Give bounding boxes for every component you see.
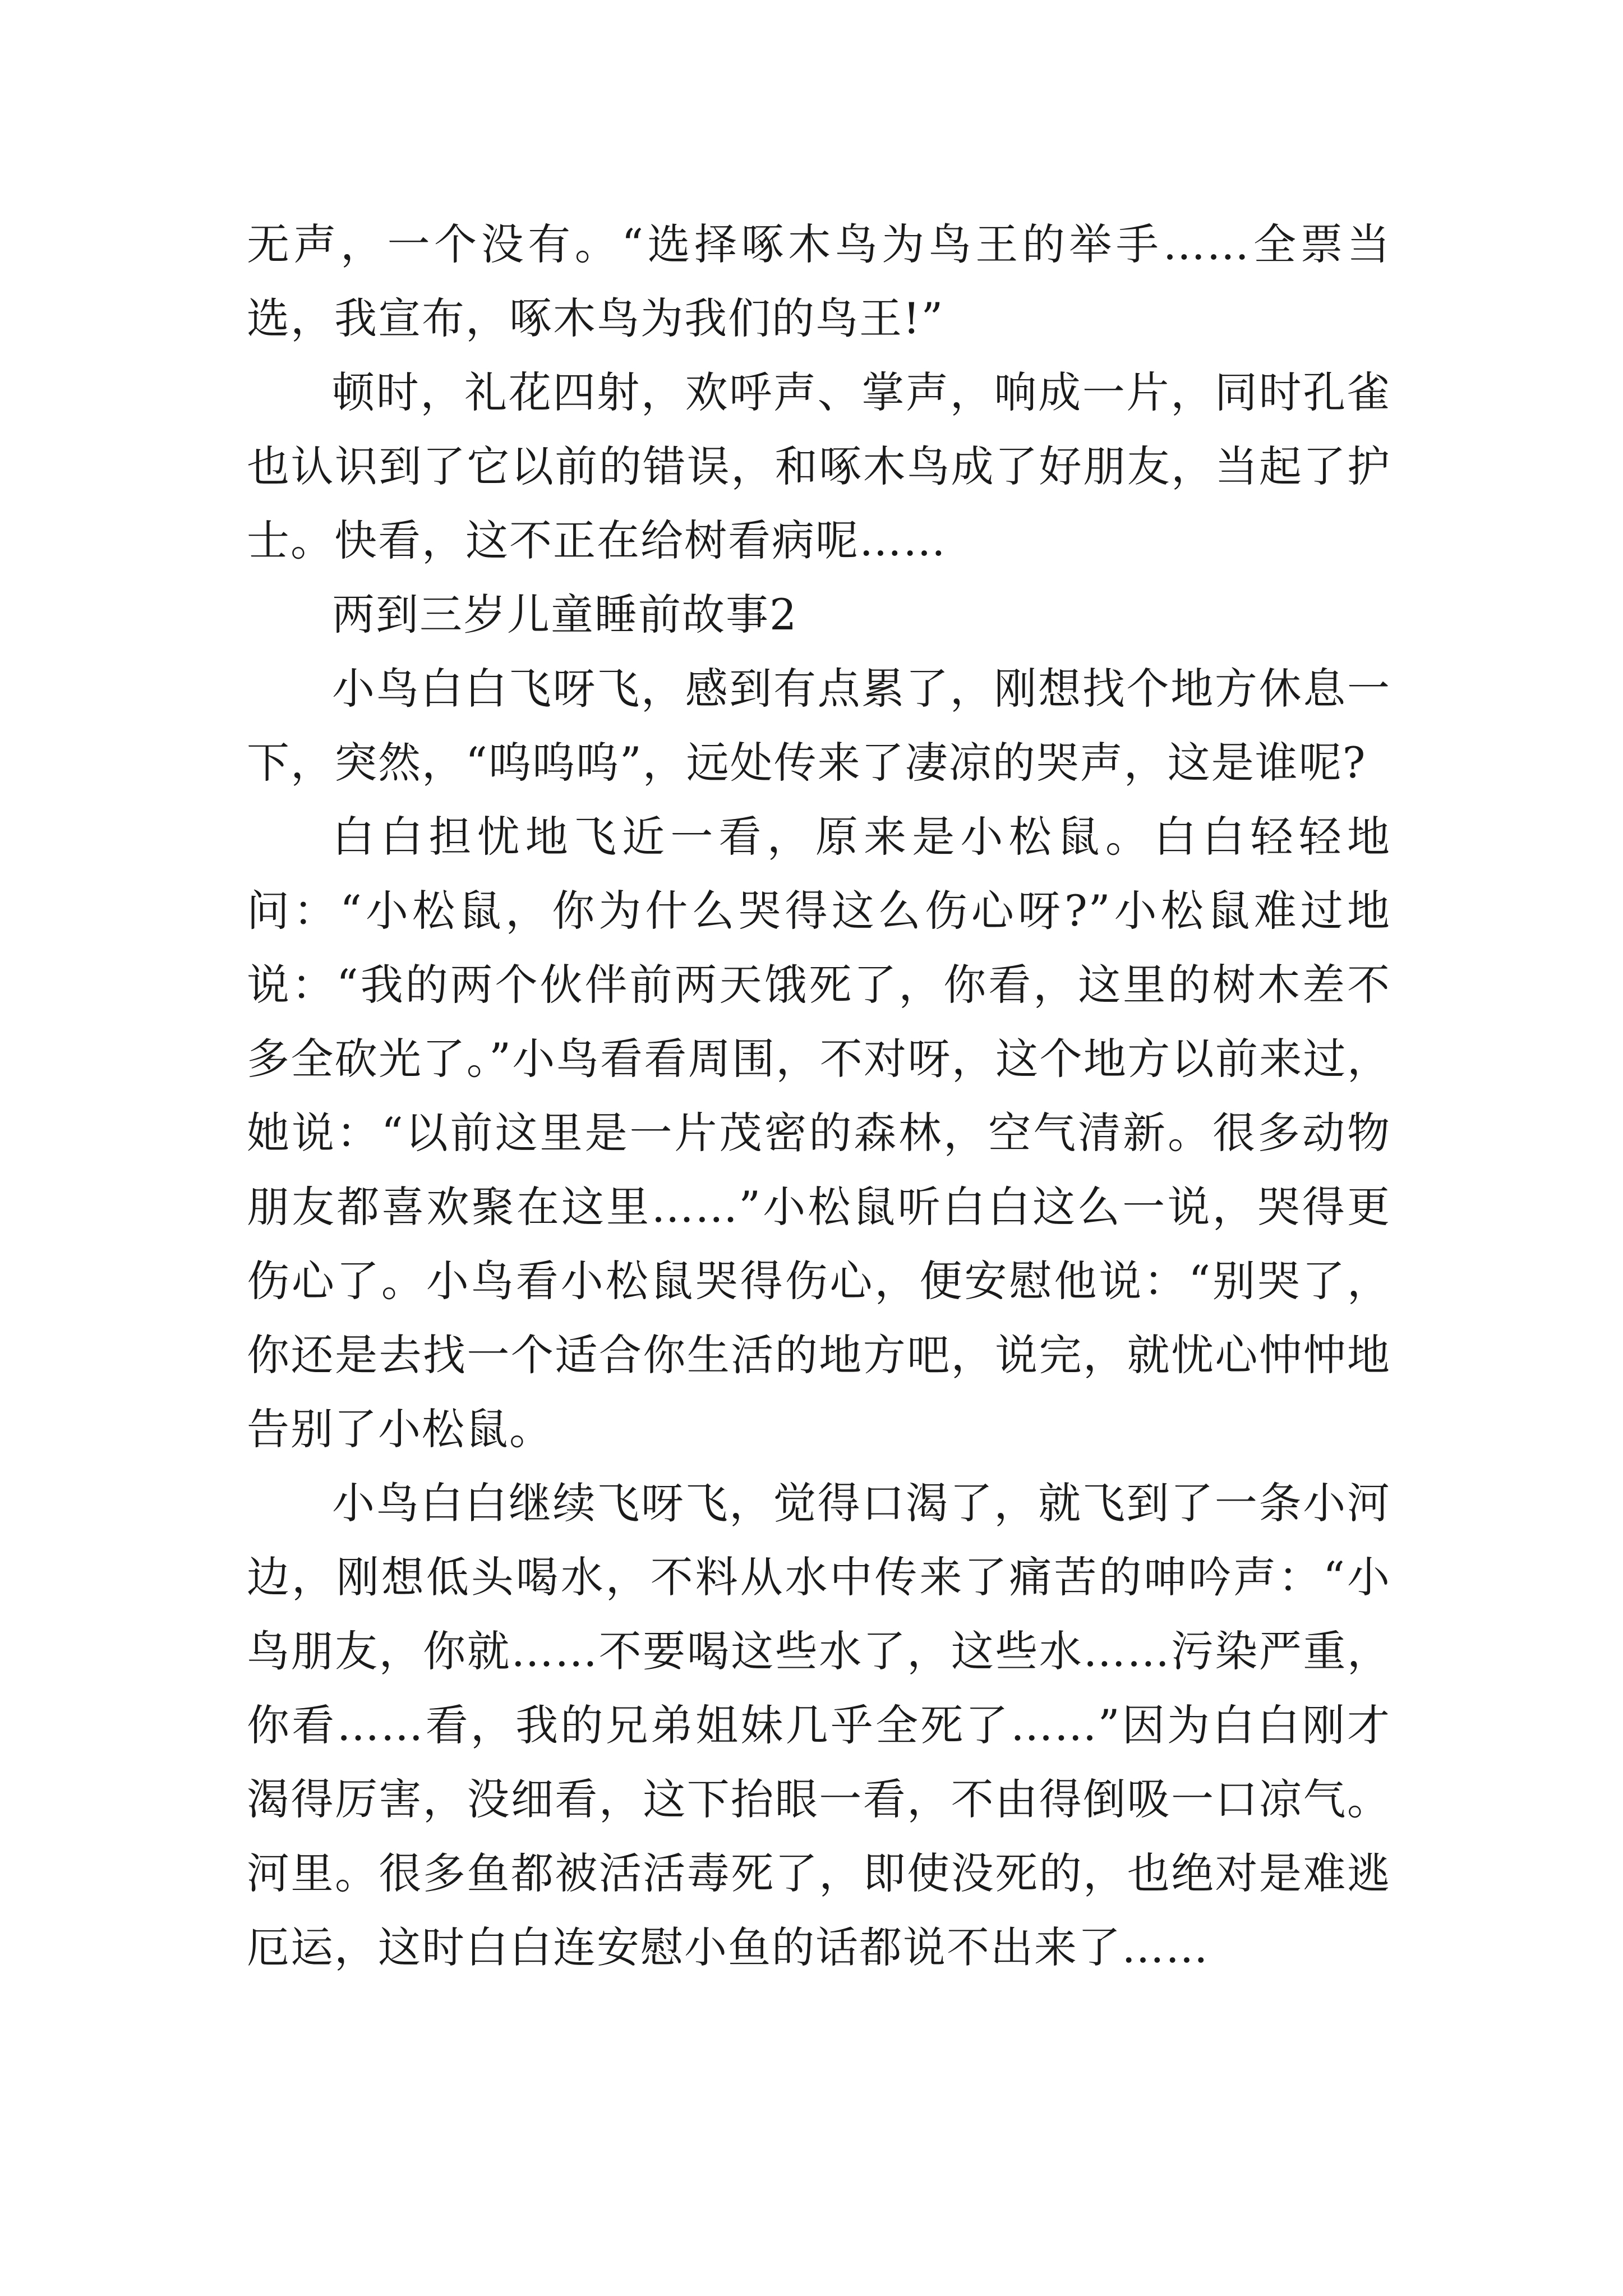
paragraph: 小鸟白白继续飞呀飞，觉得口渴了，就飞到了一条小河边，刚想低头喝水，不料从水中传来了痛苦的呻吟声：“小鸟朋友，你就……不要喝这些水了，这些水……污染严重，你看……看，我的兄弟姐妹几乎全死了……”因为白白刚才渴得厉害，没细看，这下抬眼一看，不由得倒吸一口凉气。河里。很多鱼都被活活毒死了，即使没死的，也绝对是难逃厄运，这时白白连安慰小鱼的话都说不出来了…… — [247, 1478, 1391, 1972]
paragraph: 白白担忧地飞近一看，原来是小松鼠。白白轻轻地问：“小松鼠，你为什么哭得这么伤心呀?”小松鼠难过地说：“我的两个伙伴前两天饿死了，你看，这里的树木差不多全砍光了。”小鸟看看周围，不对呀，这个地方以前来过，她说：“以前这里是一片茂密的森林，空气清新。很多动物朋友都喜欢聚在这里……”小松鼠听白白这么一说，哭得更伤心了。小鸟看小松鼠哭得伤心，便安慰他说：“别哭了，你还是去找一个适合你生活的地方吧，说完，就忧心忡忡地告别了小松鼠。 — [247, 812, 1391, 1454]
section-heading: 两到三岁儿童睡前故事2 — [332, 590, 798, 639]
paragraph: 无声，一个没有。“选择啄木鸟为鸟王的举手……全票当选，我宣布，啄木鸟为我们的鸟王!” — [247, 219, 1391, 343]
paragraph: 顿时，礼花四射，欢呼声、掌声，响成一片，同时孔雀也认识到了它以前的错误，和啄木鸟成了好朋友，当起了护士。快看，这不正在给树看病呢…… — [247, 367, 1391, 565]
document-body — [247, 208, 1391, 1985]
paragraph: 小鸟白白飞呀飞，感到有点累了，刚想找个地方休息一下，突然，“呜呜呜”，远处传来了凄凉的哭声，这是谁呢? — [247, 664, 1391, 788]
